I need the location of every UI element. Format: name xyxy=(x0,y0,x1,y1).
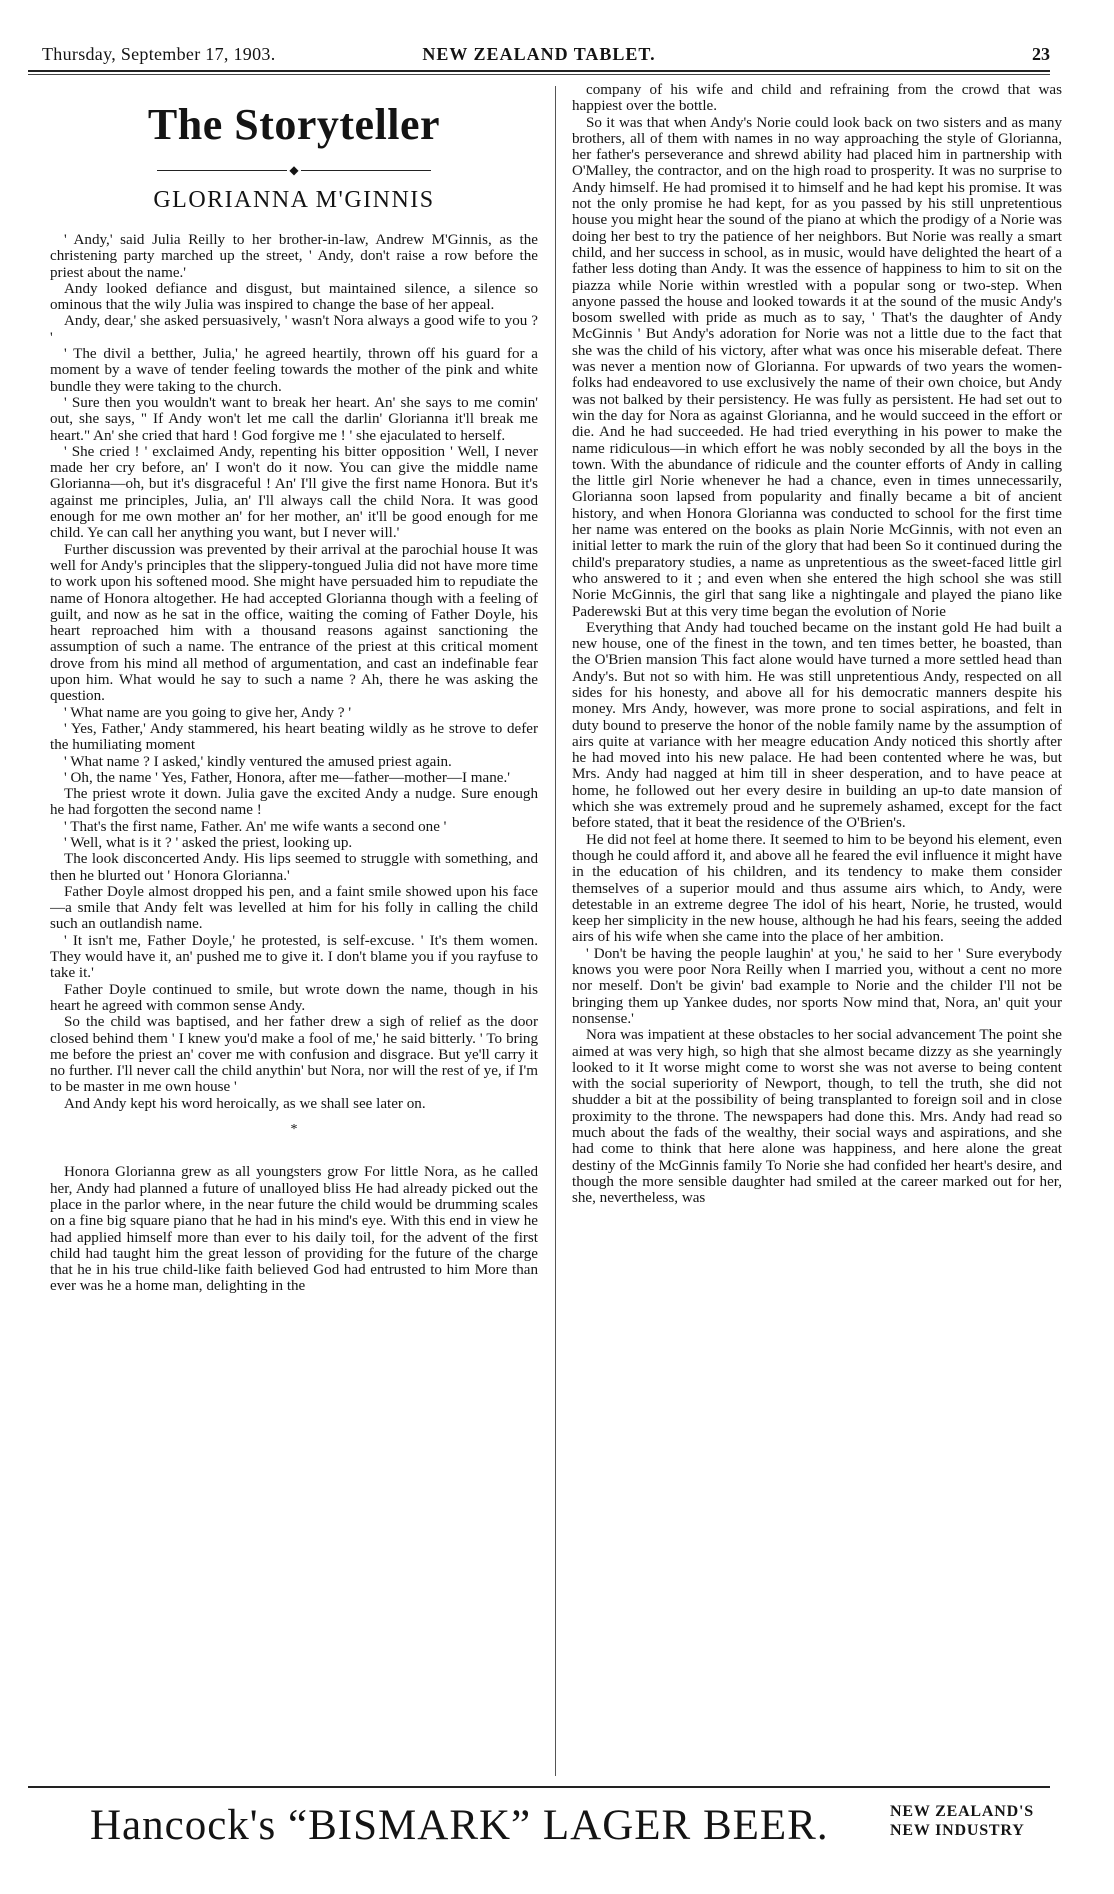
title-ornament xyxy=(50,162,538,176)
paragraph: Andy looked defiance and disgust, but maintained silence, a silence so ominous that the wily Julia was inspired to change the base of her appeal. xyxy=(50,280,538,314)
paragraph: Everything that Andy had touched became on the instant gold He had built a new house, one of the finest in the town, and ten times better, he boasted, than the O'Brien mansion This fact alone would have turned a more settled head than Andy's. But not so with him. He was still unpretentious Andy, respected on all sides for his honesty, and above all for his democratic manners despite his money. Mrs Andy, however, was more prone to social aspirations, and felt in duty bound to preserve the honor of the noble family name by the assumption of airs quite at variance with her meagre education Andy noticed this shortly after he had moved into his new palace. He had been contented where he was, but Mrs. Andy had nagged at him till in sheer desperation, and to have peace at home, he followed out her every desire in building an up-to date mansion of which she was extremely proud and he supremely ashamed, except for the fact before stated, that it beat the residence of the O'Brien's. xyxy=(572,619,1062,832)
paragraph: ' Well, what is it ? ' asked the priest, looking up. xyxy=(64,834,353,851)
paragraph: ' Yes, Father,' Andy stammered, his heart beating wildly as he strove to defer the humiliating moment xyxy=(50,720,538,754)
advertisement-rule xyxy=(28,1786,1050,1788)
column-divider xyxy=(555,86,556,1776)
paragraph: He did not feel at home there. It seemed to him to be beyond his element, even though he could afford it, and above all he feared the evil influence it might have in the education of his children, and its tendency to make them consider themselves of a superior mould and thus assume airs which, to Andy, were detestable in an extreme degree The idol of his heart, Norie, he trusted, would keep her simplicity in the new house, although he had his fears, seeing the added airs of his wife when she came into the place of her ambition. xyxy=(572,831,1062,946)
paragraph: ' Oh, the name ' Yes, Father, Honora, after me—father—mother—I mane.' xyxy=(64,769,510,786)
paragraph: Father Doyle almost dropped his pen, and a faint smile showed upon his face—a smile that Andy felt was levelled at him for his folly in calling the child such an outlandish name. xyxy=(50,883,538,933)
paragraph: company of his wife and child and refraining from the crowd that was happiest over the bottle. xyxy=(572,82,1062,115)
advertisement-note-line: NEW INDUSTRY xyxy=(890,1822,1025,1839)
paragraph: ' Don't be having the people laughin' at you,' he said to her ' Sure everybody knows you were poor Nora Reilly when I married you, without a cent no more nor meself. Don't be givin' bad example to Norie and the childer I'll not be bringing them up Yankee dudes, nor sports Now mind that, Nora, an' quit your nonsense.' xyxy=(572,945,1062,1027)
right-column xyxy=(572,82,1062,1782)
advertisement-text: Hancock's “BISMARK” LAGER BEER. xyxy=(90,1802,829,1849)
publication-name: NEW ZEALAND TABLET. xyxy=(422,44,656,64)
issue-date: Thursday, September 17, 1903. xyxy=(42,44,276,64)
page-header xyxy=(28,40,1050,74)
paragraph: ' She cried ! ' exclaimed Andy, repenting his bitter opposition ' Well, I never made her cry before, an' I won't do it now. You can give the middle name Glorianna—oh, but it's disgraceful ! An' I'll give the first name Honora. But it's against me principles, Julia, an' I'll always call the child Nora. It was good enough for me own mother an' for her mother, an' it'll be good enough for me child. Ye can call her anything you want, but I never will.' xyxy=(50,443,538,542)
paragraph: Father Doyle continued to smile, but wrote down the name, though in his heart he agreed with common sense Andy. xyxy=(50,981,538,1014)
advertisement-note-line: NEW ZEALAND'S xyxy=(890,1803,1034,1820)
header-rule xyxy=(28,70,1050,72)
paragraph: Andy, dear,' she asked persuasively, ' wasn't Nora always a good wife to you ? ' xyxy=(50,313,538,346)
paragraph: ' Sure then you wouldn't want to break her heart. An' she says to me comin' out, she says, " If Andy won't let me call the darlin' Glorianna it'll break me heart." An' she cried that hard ! God forgive me ! ' she ejaculated to herself. xyxy=(50,394,538,444)
ornament-rule xyxy=(157,170,287,171)
paragraph: And Andy kept his word heroically, as we shall see later on. xyxy=(64,1095,426,1112)
diamond-icon: ◆ xyxy=(289,163,299,178)
paragraph: ' The divil a betther, Julia,' he agreed heartily, thrown off his guard for a moment by a wave of tender feeling towards the mother of the pink and white bundle they were taking to the church. xyxy=(50,346,538,395)
paragraph: So it was that when Andy's Norie could look back on two sisters and as many brothers, all of them with names in no way approaching the style of Glorianna, her father's perseverance and shrewd ability had placed him in partnership with O'Malley, the contractor, and on the high road to prosperity. It was no surprise to Andy himself. He had promised it to himself and he had kept his promise. It was not the only promise he had kept, for as you passed by his still unpretentious house you might hear the sound of the piano at which the prodigy of a Norie was doing her best to try the patience of her neighbors. But Norie was really a smart child, and her success in school, as in music, would have delighted the heart of a father less doting than Andy. It was the essence of happiness to him to sit on the piazza while Norie within wrestled with a popular song or two-step. When anyone passed the house and looked towards it at the sound of the music Andy's bosom swelled with pride as much as to say, ' That's the daughter of Andy McGinnis ' But Andy's adoration for Norie was not a little due to the fact that she was the child of his victory, after what was once his miserable defeat. There was never a mention now of Glorianna. For upwards of two years the women-folks had endeavored to use exclusively the name of their own choice, but Andy was not balked by their persistency. He was fully as persistent. He had set out to win the day for Nora as against Glorianna, and he would succeed in the effort or die. And he had succeeded. He had tried everything in his power to make the name ridiculous—in which effort he was nobly seconded by all the boys in the town. With the abundance of ridicule and the counter efforts of Andy in calling the little girl Norie whenever he had a chance, even in times unnecessarily, Glorianna soon lapsed from popularity and finally became a bit of ancient history, and when Honora Glorianna was conducted to school for the first time her name was entered on the books as plain Norie McGinnis, with not even an initial letter to mark the ruin of the glory that had been So it continued during the child's preparatory studies, a name as unpretentious as the sweet-faced little girl who answered to it ; and even when she entered the high school she was still Norie McGinnis, the girl that sang like a nightingale and played the piano like Paderewski But at this very time began the evolution of Norie xyxy=(572,114,1062,620)
section-title: The Storyteller xyxy=(147,100,441,149)
paragraph: ' What name are you going to give her, Andy ? ' xyxy=(64,704,352,721)
advertisement-note xyxy=(890,1802,1034,1840)
section-break: * xyxy=(290,1122,298,1138)
paragraph: Nora was impatient at these obstacles to her social advancement The point she aimed at was very high, so high that she almost became dizzy as she yearningly looked to it It worse might come to worst she was not averse to being content with the social superiority of Newport, though, to tell the truth, she did not shudder a bit at the possibility of being transplanted to foreign soil and in close proximity to the throne. The newspapers had done this. Mrs. Andy had read so much about the fads of the wealthy, their social ways and aspirations, and she had come to think that here alone was happiness, and here alone the great destiny of the McGinnis family To Norie she had confided her heart's desire, and though the more sensible daughter had smiled at the career marked out for her, she, nevertheless, was xyxy=(572,1027,1062,1207)
paragraph: ' Andy,' said Julia Reilly to her brother-in-law, Andrew M'Ginnis, as the christening party marched up the street, ' Andy, don't raise a row before the priest about the name.' xyxy=(50,232,538,281)
advertisement xyxy=(60,1800,1050,1880)
page-number: 23 xyxy=(1032,44,1050,64)
paragraph: Honora Glorianna grew as all youngsters grow For little Nora, as he called her, Andy had planned a future of unalloyed bliss He had already picked out the place in the parlor where, in the near future the child would be drumming scales on a fine big square piano that he had in his mind's eye. With this end in view he had applied himself more than ever to his daily toil, for the advent of the first child had taught him the great lesson of providing for the future of the charge that he in his true child-like faith believed God had entrusted to him More than ever was he a home man, delighting in the xyxy=(50,1164,538,1295)
paragraph: The look disconcerted Andy. His lips seemed to struggle with something, and then he blurted out ' Honora Glorianna.' xyxy=(50,851,538,884)
ornament-rule xyxy=(301,170,431,171)
story-title: GLORIANNA M'GINNIS xyxy=(153,187,435,213)
left-column xyxy=(50,82,538,1782)
header-rule-thin xyxy=(28,74,1050,75)
paragraph: ' That's the first name, Father. An' me wife wants a second one ' xyxy=(64,818,447,835)
paragraph: So the child was baptised, and her father drew a sigh of relief as the door closed behind them ' I knew you'd make a fool of me,' he said bitterly. ' To bring me before the priest an' cover me with confusion and disgrace. But ye'll carry it no further. I'll never call the child anythin' but Nora, nor will the rest of ye, if I'm to be master in me own house ' xyxy=(50,1014,538,1096)
paragraph: ' It isn't me, Father Doyle,' he protested, is self-excuse. ' It's them women. They would have it, an' pushed me to give it. I don't blame you if you rayfuse to take it.' xyxy=(50,932,538,982)
paragraph: The priest wrote it down. Julia gave the excited Andy a nudge. Sure enough he had forgotten the second name ! xyxy=(50,786,538,819)
paragraph: ' What name ? I asked,' kindly ventured the amused priest again. xyxy=(64,753,452,770)
paragraph: Further discussion was prevented by their arrival at the parochial house It was well for Andy's principles that the slippery-tongued Julia did not have more time to work upon his softened mood. She might have persuaded him to repudiate the name of Honora altogether. He had accepted Glorianna though with a feeling of guilt, and now as he sat in the office, waiting the coming of Father Doyle, his heart reproached him with a thousand reasons against sanctioning the assumption of such a name. The entrance of the priest at this critical moment drove from his mind all method of argumentation, and cast an indefinable fear upon him. What would he say to such a name ? Ah, there he was asking the question. xyxy=(50,541,538,705)
